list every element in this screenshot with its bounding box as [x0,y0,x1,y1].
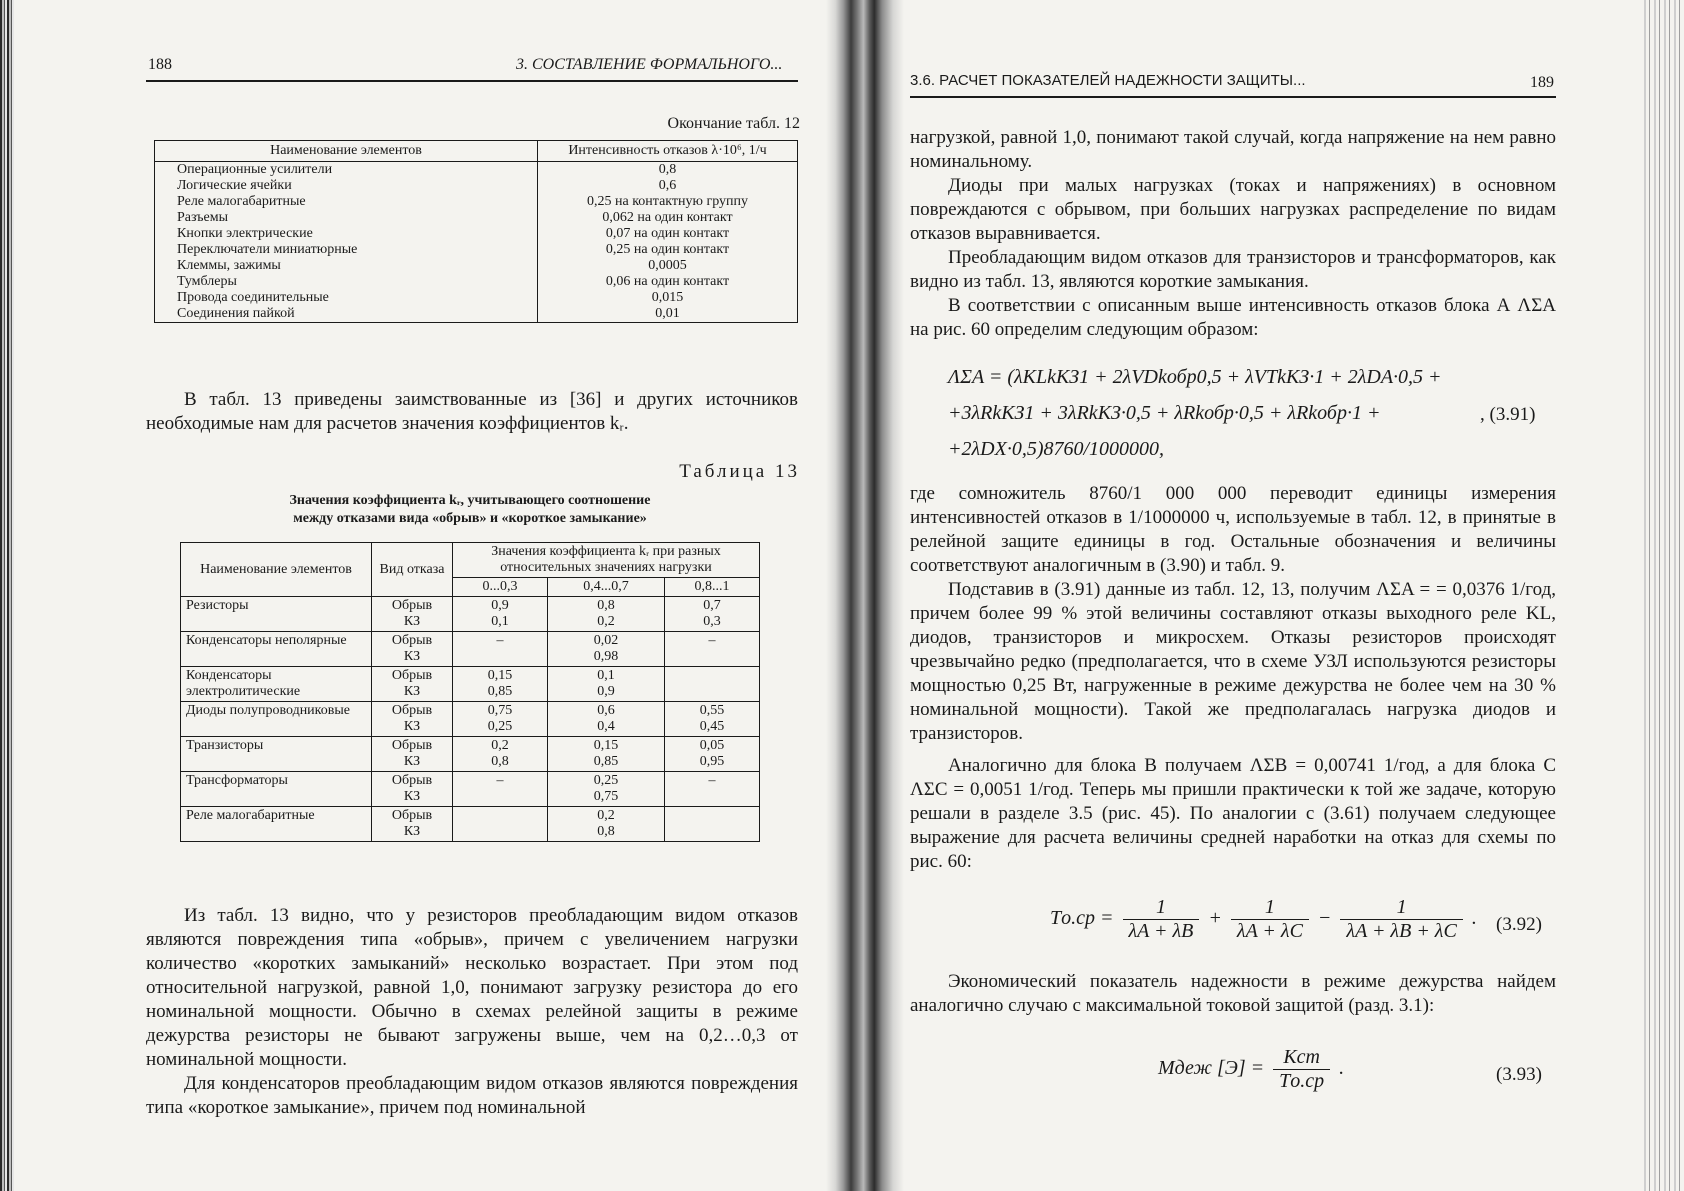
table-row [155,242,798,258]
page-number: 189 [1530,74,1554,91]
t13-v2-cell: 0,02 0,98 [548,632,665,667]
paragraph: где сомножитель 8760/1 000 000 переводит единицы измерения интенсивностей отказов в 1/1000000 ч, используемые в табл. 12, в принятые в релейной защите единицы в год. Остальные обозначения и величины соответствуют аналогичным в (3.90) и табл. 9. [910,483,1556,576]
t13-types-cell: Обрыв КЗ [372,667,453,702]
t13-v2-cell: 0,2 0,8 [548,807,665,842]
running-head: 3.6. РАСЧЕТ ПОКАЗАТЕЛЕЙ НАДЕЖНОСТИ ЗАЩИТЫ... [910,72,1306,89]
t13-name-cell: Конденсаторы неполярные [181,632,372,667]
formula-lhs: Tо.ср = [1050,907,1114,930]
t13-name-cell: Резисторы [181,597,372,632]
t13-v1-cell: 0,15 0,85 [453,667,548,702]
t13-v2-cell: 0,6 0,4 [548,702,665,737]
header-rule [910,96,1556,98]
t13-v1-cell: – [453,632,548,667]
t12-element-name: Переключатели миниатюрные [155,242,538,258]
t13-v1-cell: 0,2 0,8 [453,737,548,772]
t13-v3-cell [664,667,759,702]
formula-lhs: Mдеж [Э] = [1158,1057,1265,1080]
t13-types-cell: Обрыв КЗ [372,772,453,807]
t13-v2-cell: 0,8 0,2 [548,597,665,632]
t12-failure-rate: 0,25 на контактную группу [538,194,798,210]
table-row [155,258,798,274]
t12-element-name: Логические ячейки [155,178,538,194]
table-row [181,667,760,702]
paragraph: Подставив в (3.91) данные из табл. 12, 13, получим ΛΣA = = 0,0376 1/год, причем более 99 % этой величины составляют отказы выходного реле KL, диодов, транзисторов и микросхем. Отказы резисторов происходят чрезвычайно редко (предполагается, что в схеме УЗЛ используются резисторы мощностью 0,25 Вт, нагруженные в режиме дежурства не более чем на 30 % номинальной мощности). Такой же предполагалась нагрузка диодов и транзисторов. [910,579,1556,744]
table-row [181,737,760,772]
fraction [1123,896,1200,943]
table13-title-line: Значения коэффициента kᵣ, учитывающего соотношение [289,493,651,508]
paragraph: Аналогично для блока В получаем ΛΣB = 0,00741 1/год, а для блока С ΛΣC = 0,0051 1/год. Теперь мы пришли практически к той же задаче, которую решали в разделе 3.5 (рис. 45). По аналогии с (3.61) получаем следующее выражение для расчета величины средней наработки на отказ для схемы по рис. 60: [910,755,1556,872]
running-head: 3. СОСТАВЛЕНИЕ ФОРМАЛЬНОГО... [516,56,783,73]
t13-header-values: Значения коэффициента kᵣ при разных относительных значениях нагрузки [453,543,760,578]
table-row [181,807,760,842]
equation-number: , (3.91) [1480,404,1536,425]
t13-types-cell: Обрыв КЗ [372,597,453,632]
table-row [181,632,760,667]
fraction-numerator: Kст [1273,1046,1330,1070]
t13-v3-cell: – [664,772,759,807]
t12-header-cell: Интенсивность отказов λ·10⁶, 1/ч [538,141,798,162]
t12-element-name: Провода соединительные [155,290,538,306]
t12-element-name: Операционные усилители [155,162,538,179]
t12-failure-rate: 0,062 на один контакт [538,210,798,226]
t13-header-range: 0,8...1 [664,578,759,597]
t13-v2-cell: 0,15 0,85 [548,737,665,772]
t13-types-cell: Обрыв КЗ [372,632,453,667]
formula-3-91-line3: +2λDX·0,5)8760/1000000, [948,438,1165,460]
table-row [181,702,760,737]
formula-tail: . [1471,907,1477,930]
t12-element-name: Реле малогабаритные [155,194,538,210]
t13-types-cell: Обрыв КЗ [372,807,453,842]
paragraph: Для конденсаторов преобладающим видом отказов являются повреждения типа «короткое замыкание», причем под номинальной [146,1073,798,1118]
t12-element-name: Соединения пайкой [155,306,538,323]
t13-v1-cell: 0,9 0,1 [453,597,548,632]
t13-v3-cell [664,807,759,842]
page-number: 188 [148,56,172,73]
t12-failure-rate: 0,06 на один контакт [538,274,798,290]
fraction-denominator: λA + λC [1236,920,1303,942]
fraction-denominator: λA + λB [1128,920,1194,942]
table13-label: Таблица 13 [679,461,800,482]
table-row [155,274,798,290]
table-row [155,162,798,179]
fraction [1273,1046,1330,1093]
t12-element-name: Кнопки электрические [155,226,538,242]
t12-failure-rate: 0,015 [538,290,798,306]
table-row [155,178,798,194]
t12-element-name: Клеммы, зажимы [155,258,538,274]
paragraph: Диоды при малых нагрузках (токах и напряжениях) в основном повреждаются с обрывом, при больших нагрузках распределение по видам отказов выравнивается. [910,175,1556,244]
t13-types-cell: Обрыв КЗ [372,737,453,772]
header-rule [146,80,798,82]
formula-3-91-line2: +3λRkКЗ1 + 3λRkКЗ·0,5 + λRkобр·0,5 + λRkобр·1 + [948,402,1381,424]
equation-number: (3.93) [1496,1064,1542,1085]
table13-title-line: между отказами вида «обрыв» и «короткое замыкание» [293,511,647,526]
t12-failure-rate: 0,0005 [538,258,798,274]
t13-types-cell: Обрыв КЗ [372,702,453,737]
table-row [155,290,798,306]
t12-failure-rate: 0,01 [538,306,798,323]
book-spine [826,0,904,1191]
paragraph: Из табл. 13 видно, что у резисторов преобладающим видом отказов являются повреждения типа «обрыв», причем с увеличением нагрузки количество «коротких замыканий» несколько возрастает. При этом под относительной нагрузкой, равной 1,0, понимают загрузку резистора до его номинальной мощности. Обычно в схемах релейной защиты в режиме дежурства резисторы не бывают загружены выше, чем на 0,2…0,3 от номинальной мощности. [146,905,798,1070]
t13-v2-cell: 0,1 0,9 [548,667,665,702]
fraction-denominator: Tо.ср [1279,1070,1325,1092]
t12-header-cell: Наименование элементов [155,141,538,162]
t13-header-range: 0...0,3 [453,578,548,597]
t13-v3-cell: 0,7 0,3 [664,597,759,632]
t13-name-cell: Реле малогабаритные [181,807,372,842]
t13-header-range: 0,4...0,7 [548,578,665,597]
formula-operator: − [1317,907,1332,930]
fraction-numerator: 1 [1340,896,1462,920]
t13-v3-cell: 0,05 0,95 [664,737,759,772]
paragraph: нагрузкой, равной 1,0, понимают такой случай, когда напряжение на нем равно номинальному. [910,127,1556,172]
table13-title [170,492,770,528]
table12-caption: Окончание табл. 12 [667,115,800,132]
table-12 [154,140,798,323]
paragraph: В табл. 13 приведены заимствованные из [36] и других источников необходимые нам для расчетов значения коэффициентов kᵣ. [146,389,798,434]
fraction-numerator: 1 [1123,896,1200,920]
fraction [1340,896,1462,943]
t12-failure-rate: 0,07 на один контакт [538,226,798,242]
table-row [181,772,760,807]
t13-name-cell: Трансформаторы [181,772,372,807]
paragraph: Преобладающим видом отказов для транзисторов и трансформаторов, как видно из табл. 13, являются короткие замыкания. [910,247,1556,292]
formula-3-92 [1050,896,1477,943]
table-row [155,306,798,323]
t13-v3-cell: – [664,632,759,667]
t12-element-name: Тумблеры [155,274,538,290]
fraction-denominator: λA + λB + λC [1346,920,1457,942]
t13-header-name: Наименование элементов [181,543,372,597]
formula-3-93 [1158,1046,1344,1093]
book-left-edge [0,0,14,1191]
fraction [1231,896,1309,943]
t13-name-cell: Диоды полупроводниковые [181,702,372,737]
t13-v1-cell: – [453,772,548,807]
t12-failure-rate: 0,25 на один контакт [538,242,798,258]
t13-v1-cell [453,807,548,842]
fraction-numerator: 1 [1231,896,1309,920]
equation-number: (3.92) [1496,914,1542,935]
table-13 [180,542,760,842]
t13-name-cell: Транзисторы [181,737,372,772]
table-row [155,210,798,226]
paragraph: Экономический показатель надежности в режиме дежурства найдем аналогично случаю с максимальной токовой защитой (разд. 3.1): [910,971,1556,1016]
table-row [155,226,798,242]
t13-name-cell: Конденсаторы электролитические [181,667,372,702]
t12-failure-rate: 0,8 [538,162,798,179]
t13-v3-cell: 0,55 0,45 [664,702,759,737]
formula-3-91-line1: ΛΣA = (λKLkКЗ1 + 2λVDkобр0,5 + λVTkКЗ·1 + 2λDA·0,5 + [948,366,1442,388]
table-row [181,597,760,632]
book-right-edge [1640,0,1684,1191]
t13-header-type: Вид отказа [372,543,453,597]
t12-element-name: Разъемы [155,210,538,226]
formula-tail: . [1339,1057,1345,1080]
table-row [155,194,798,210]
formula-operator: + [1208,907,1222,930]
t12-failure-rate: 0,6 [538,178,798,194]
paragraph: В соответствии с описанным выше интенсивность отказов блока А ΛΣA на рис. 60 определим следующим образом: [910,295,1556,340]
t13-v2-cell: 0,25 0,75 [548,772,665,807]
t13-v1-cell: 0,75 0,25 [453,702,548,737]
